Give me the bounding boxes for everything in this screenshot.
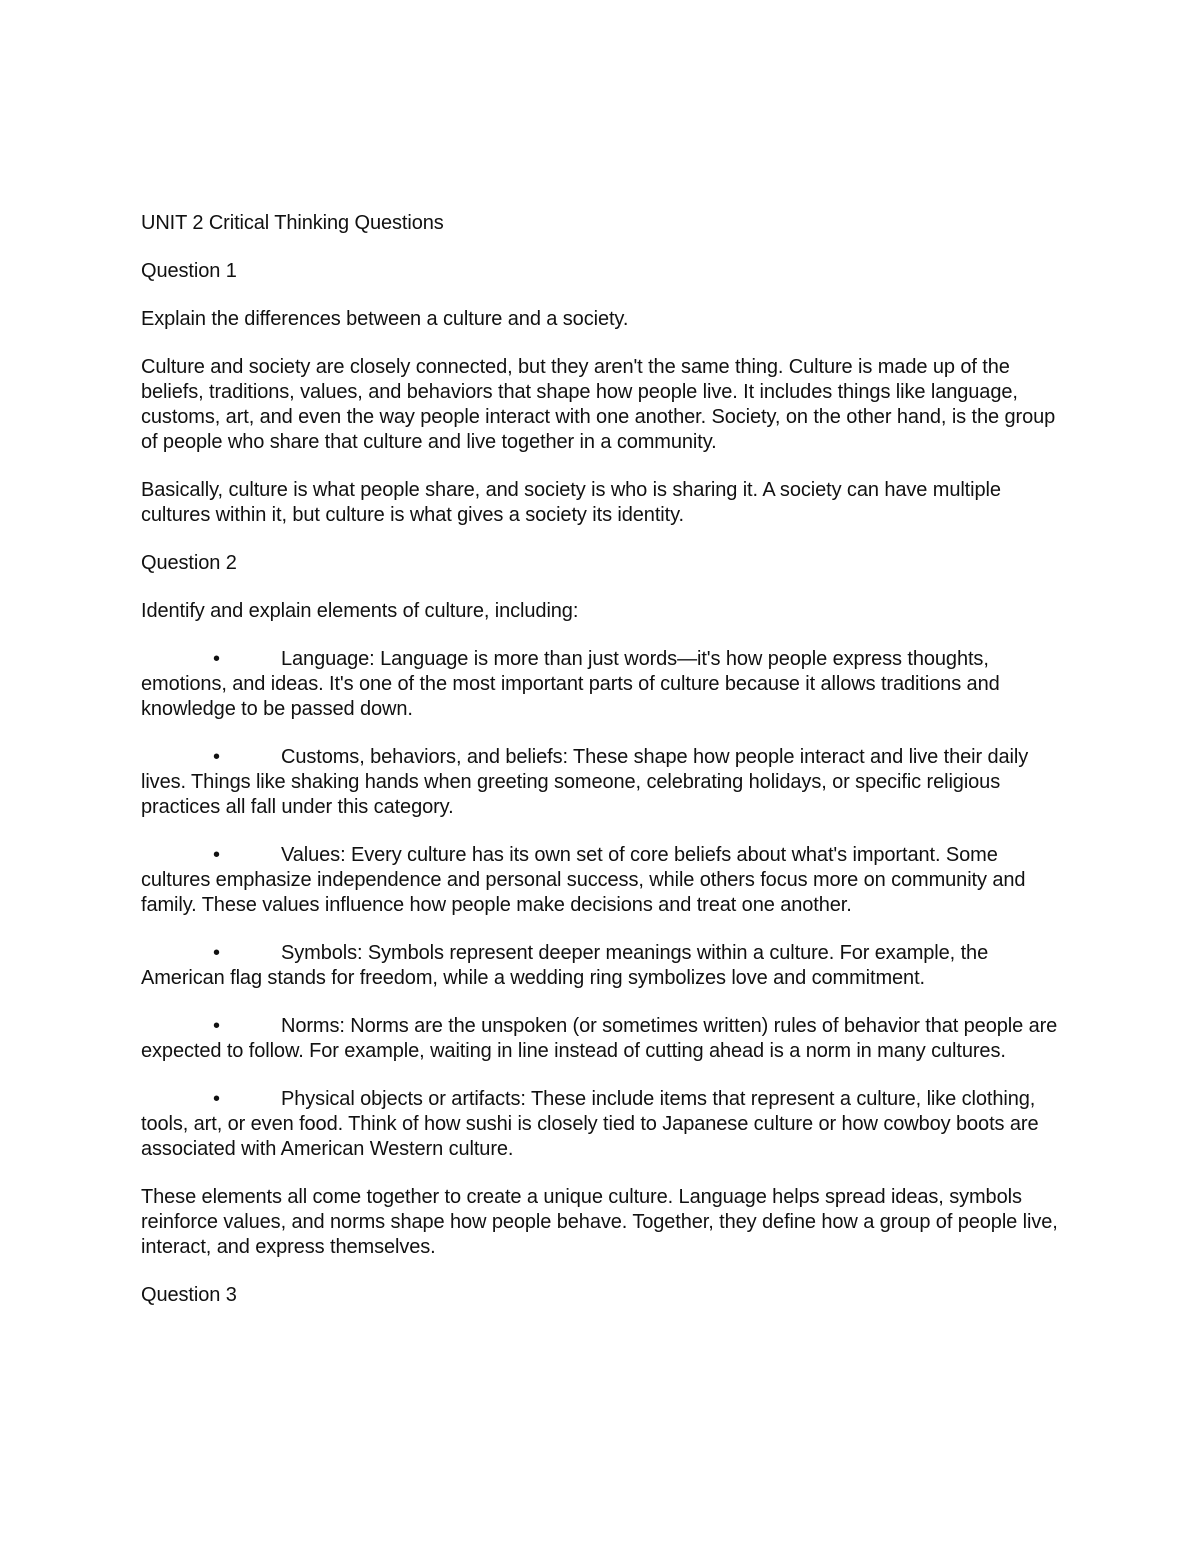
culture-element-item xyxy=(141,1087,1066,1162)
culture-element-item xyxy=(141,745,1066,820)
culture-element-item xyxy=(141,843,1066,918)
bullet-icon: • xyxy=(213,1015,220,1037)
question-1-answer-paragraph: Basically, culture is what people share, and society is who is sharing it. A society can have multiple cultures within it, but culture is what gives a society its identity. xyxy=(141,479,1001,526)
culture-element-text: Values: Every culture has its own set of core beliefs about what's important. Some cultures emphasize independence and personal success, while others focus more on community and family. These values influence how people make decisions and treat one another. xyxy=(141,844,1026,916)
bullet-icon: • xyxy=(213,648,220,670)
culture-element-text: Language: Language is more than just words—it's how people express thoughts, emotions, and ideas. It's one of the most important parts of culture because it allows traditions and knowledge to be passed down. xyxy=(141,648,1000,720)
culture-element-text: Customs, behaviors, and beliefs: These shape how people interact and live their daily lives. Things like shaking hands when greeting someone, celebrating holidays, or specific religious practices all fall under this category. xyxy=(141,746,1029,818)
culture-element-item xyxy=(141,941,1066,991)
document-page xyxy=(141,211,1066,1331)
question-2-conclusion: These elements all come together to create a unique culture. Language helps spread ideas, symbols reinforce values, and norms shape how people behave. Together, they define how a group of people live, interact, and express themselves. xyxy=(141,1186,1058,1258)
question-1-label: Question 1 xyxy=(141,260,237,282)
document-title: UNIT 2 Critical Thinking Questions xyxy=(141,212,444,234)
question-1-answer-paragraph: Culture and society are closely connected, but they aren't the same thing. Culture is made up of the beliefs, traditions, values, and behaviors that shape how people live. It includes things like language, customs, art, and even the way people interact with one another. Society, on the other hand, is the group of people who share that culture and live together in a community. xyxy=(141,356,1056,453)
bullet-icon: • xyxy=(213,942,220,964)
bullet-icon: • xyxy=(213,746,220,768)
question-2-label: Question 2 xyxy=(141,552,237,574)
bullet-icon: • xyxy=(213,1088,220,1110)
bullet-icon: • xyxy=(213,844,220,866)
culture-element-text: Norms: Norms are the unspoken (or sometimes written) rules of behavior that people are expected to follow. For example, waiting in line instead of cutting ahead is a norm in many cultures. xyxy=(141,1015,1058,1062)
culture-element-item xyxy=(141,1014,1066,1064)
question-1-prompt: Explain the differences between a culture and a society. xyxy=(141,308,629,330)
culture-element-text: Physical objects or artifacts: These include items that represent a culture, like clothing, tools, art, or even food. Think of how sushi is closely tied to Japanese culture or how cowboy boots are associated with American Western culture. xyxy=(141,1088,1039,1160)
culture-element-item xyxy=(141,647,1066,722)
question-3-label: Question 3 xyxy=(141,1284,237,1306)
question-2-prompt: Identify and explain elements of culture, including: xyxy=(141,600,579,622)
culture-element-text: Symbols: Symbols represent deeper meanings within a culture. For example, the American flag stands for freedom, while a wedding ring symbolizes love and commitment. xyxy=(141,942,989,989)
